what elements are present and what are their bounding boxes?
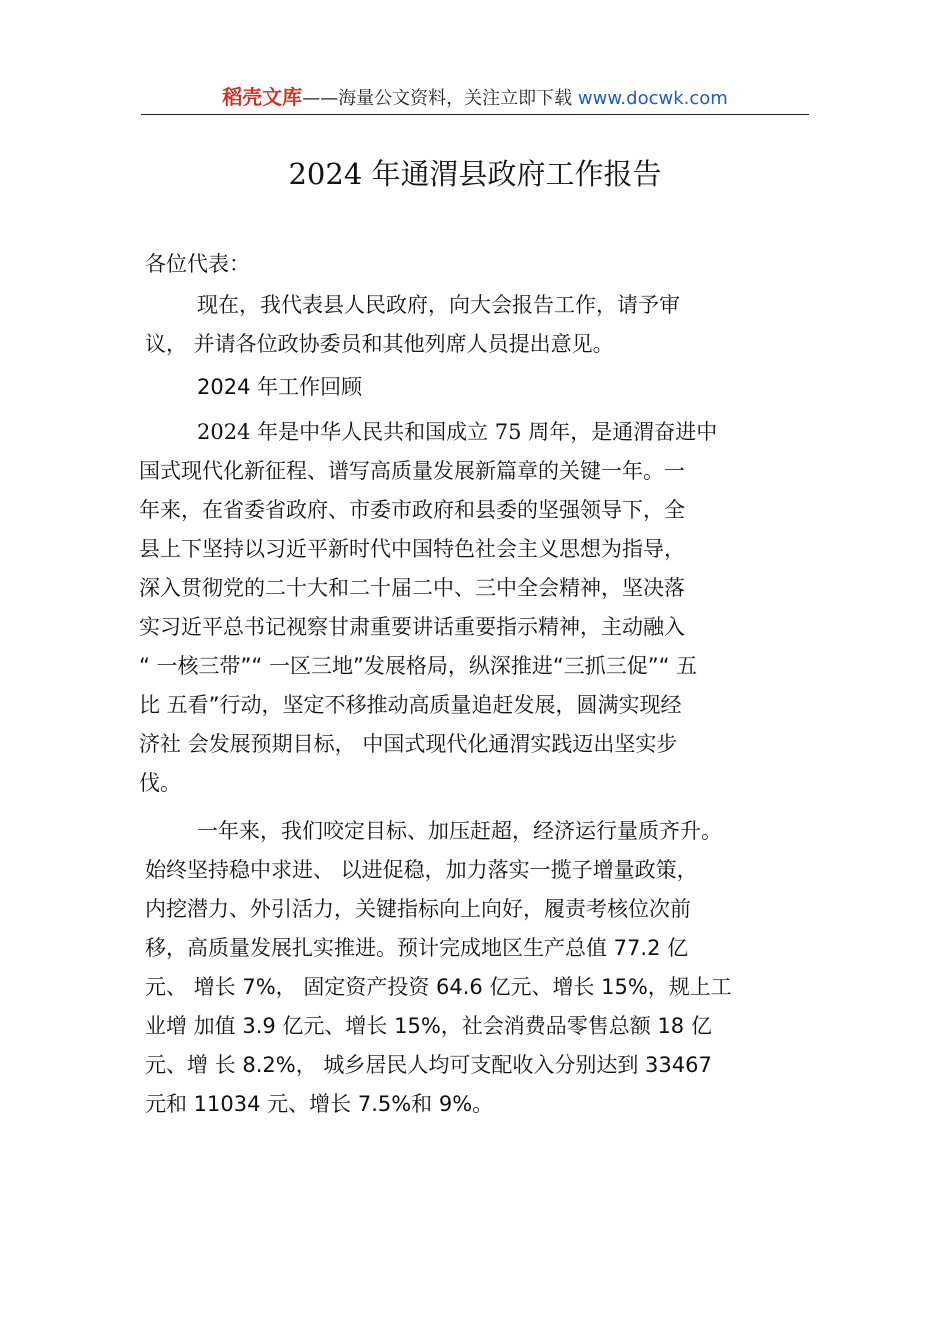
header-divider (141, 114, 809, 115)
header-url-link[interactable]: www.docwk.com (577, 88, 728, 109)
paragraph-line: “ 一核三带”“ 一区三地”发展格局，纵深推进“三抓三促”“ 五 (139, 654, 698, 678)
paragraph-line: 业增 加值 3.9 亿元、增长 15%，社会消费品零售总额 18 亿 (145, 1014, 712, 1038)
paragraph-line: 伐。 (139, 771, 181, 795)
paragraph-line: 国式现代化新征程、谱写高质量发展新篇章的关键一年。一 (139, 459, 685, 483)
paragraph-line: 2024 年是中华人民共和国成立 75 周年，是通渭奋进中 (197, 420, 718, 444)
paragraph-line: 元和 11034 元、增长 7.5%和 9%。 (145, 1092, 494, 1116)
salutation: 各位代表： (145, 252, 250, 276)
paragraph-line: 内挖潜力、外引活力，关键指标向上向好，履责考核位次前 (145, 897, 691, 921)
paragraph-line: 年来，在省委省政府、市委市政府和县委的坚强领导下，全 (139, 498, 685, 522)
paragraph-line: 济社 会发展预期目标， 中国式现代化通渭实践迈出坚实步 (139, 732, 678, 756)
page-header (141, 84, 809, 114)
document-title: 2024 年通渭县政府工作报告 (288, 157, 662, 191)
paragraph-line: 元、增 长 8.2%， 城乡居民人均可支配收入分别达到 33467 (145, 1053, 712, 1077)
header-tagline: ——海量公文资料，关注立即下载 (302, 88, 573, 109)
paragraph-line: 一年来，我们咬定目标、加压赶超，经济运行量质齐升。 (197, 819, 722, 843)
paragraph-line: 实习近平总书记视察甘肃重要讲话重要指示精神，主动融入 (139, 615, 685, 639)
paragraph-line: 始终坚持稳中求进、 以进促稳，加力落实一揽子增量政策， (145, 858, 698, 882)
paragraph-line: 元、 增长 7%， 固定资产投资 64.6 亿元、增长 15%，规上工 (145, 975, 732, 999)
paragraph-line: 县上下坚持以习近平新时代中国特色社会主义思想为指导， (139, 537, 685, 561)
section-heading: 2024 年工作回顾 (197, 375, 363, 399)
intro-line: 议， 并请各位政协委员和其他列席人员提出意见。 (145, 332, 614, 356)
paragraph-line: 深入贯彻党的二十大和二十届二中、三中全会精神，坚决落 (139, 576, 685, 600)
brand-name: 稻壳文库 (222, 85, 303, 109)
intro-line: 现在，我代表县人民政府，向大会报告工作，请予审 (197, 293, 680, 317)
paragraph-line: 比 五看”行动，坚定不移推动高质量追赶发展，圆满实现经 (139, 693, 682, 717)
paragraph-line: 移，高质量发展扎实推进。预计完成地区生产总值 77.2 亿 (145, 936, 689, 960)
